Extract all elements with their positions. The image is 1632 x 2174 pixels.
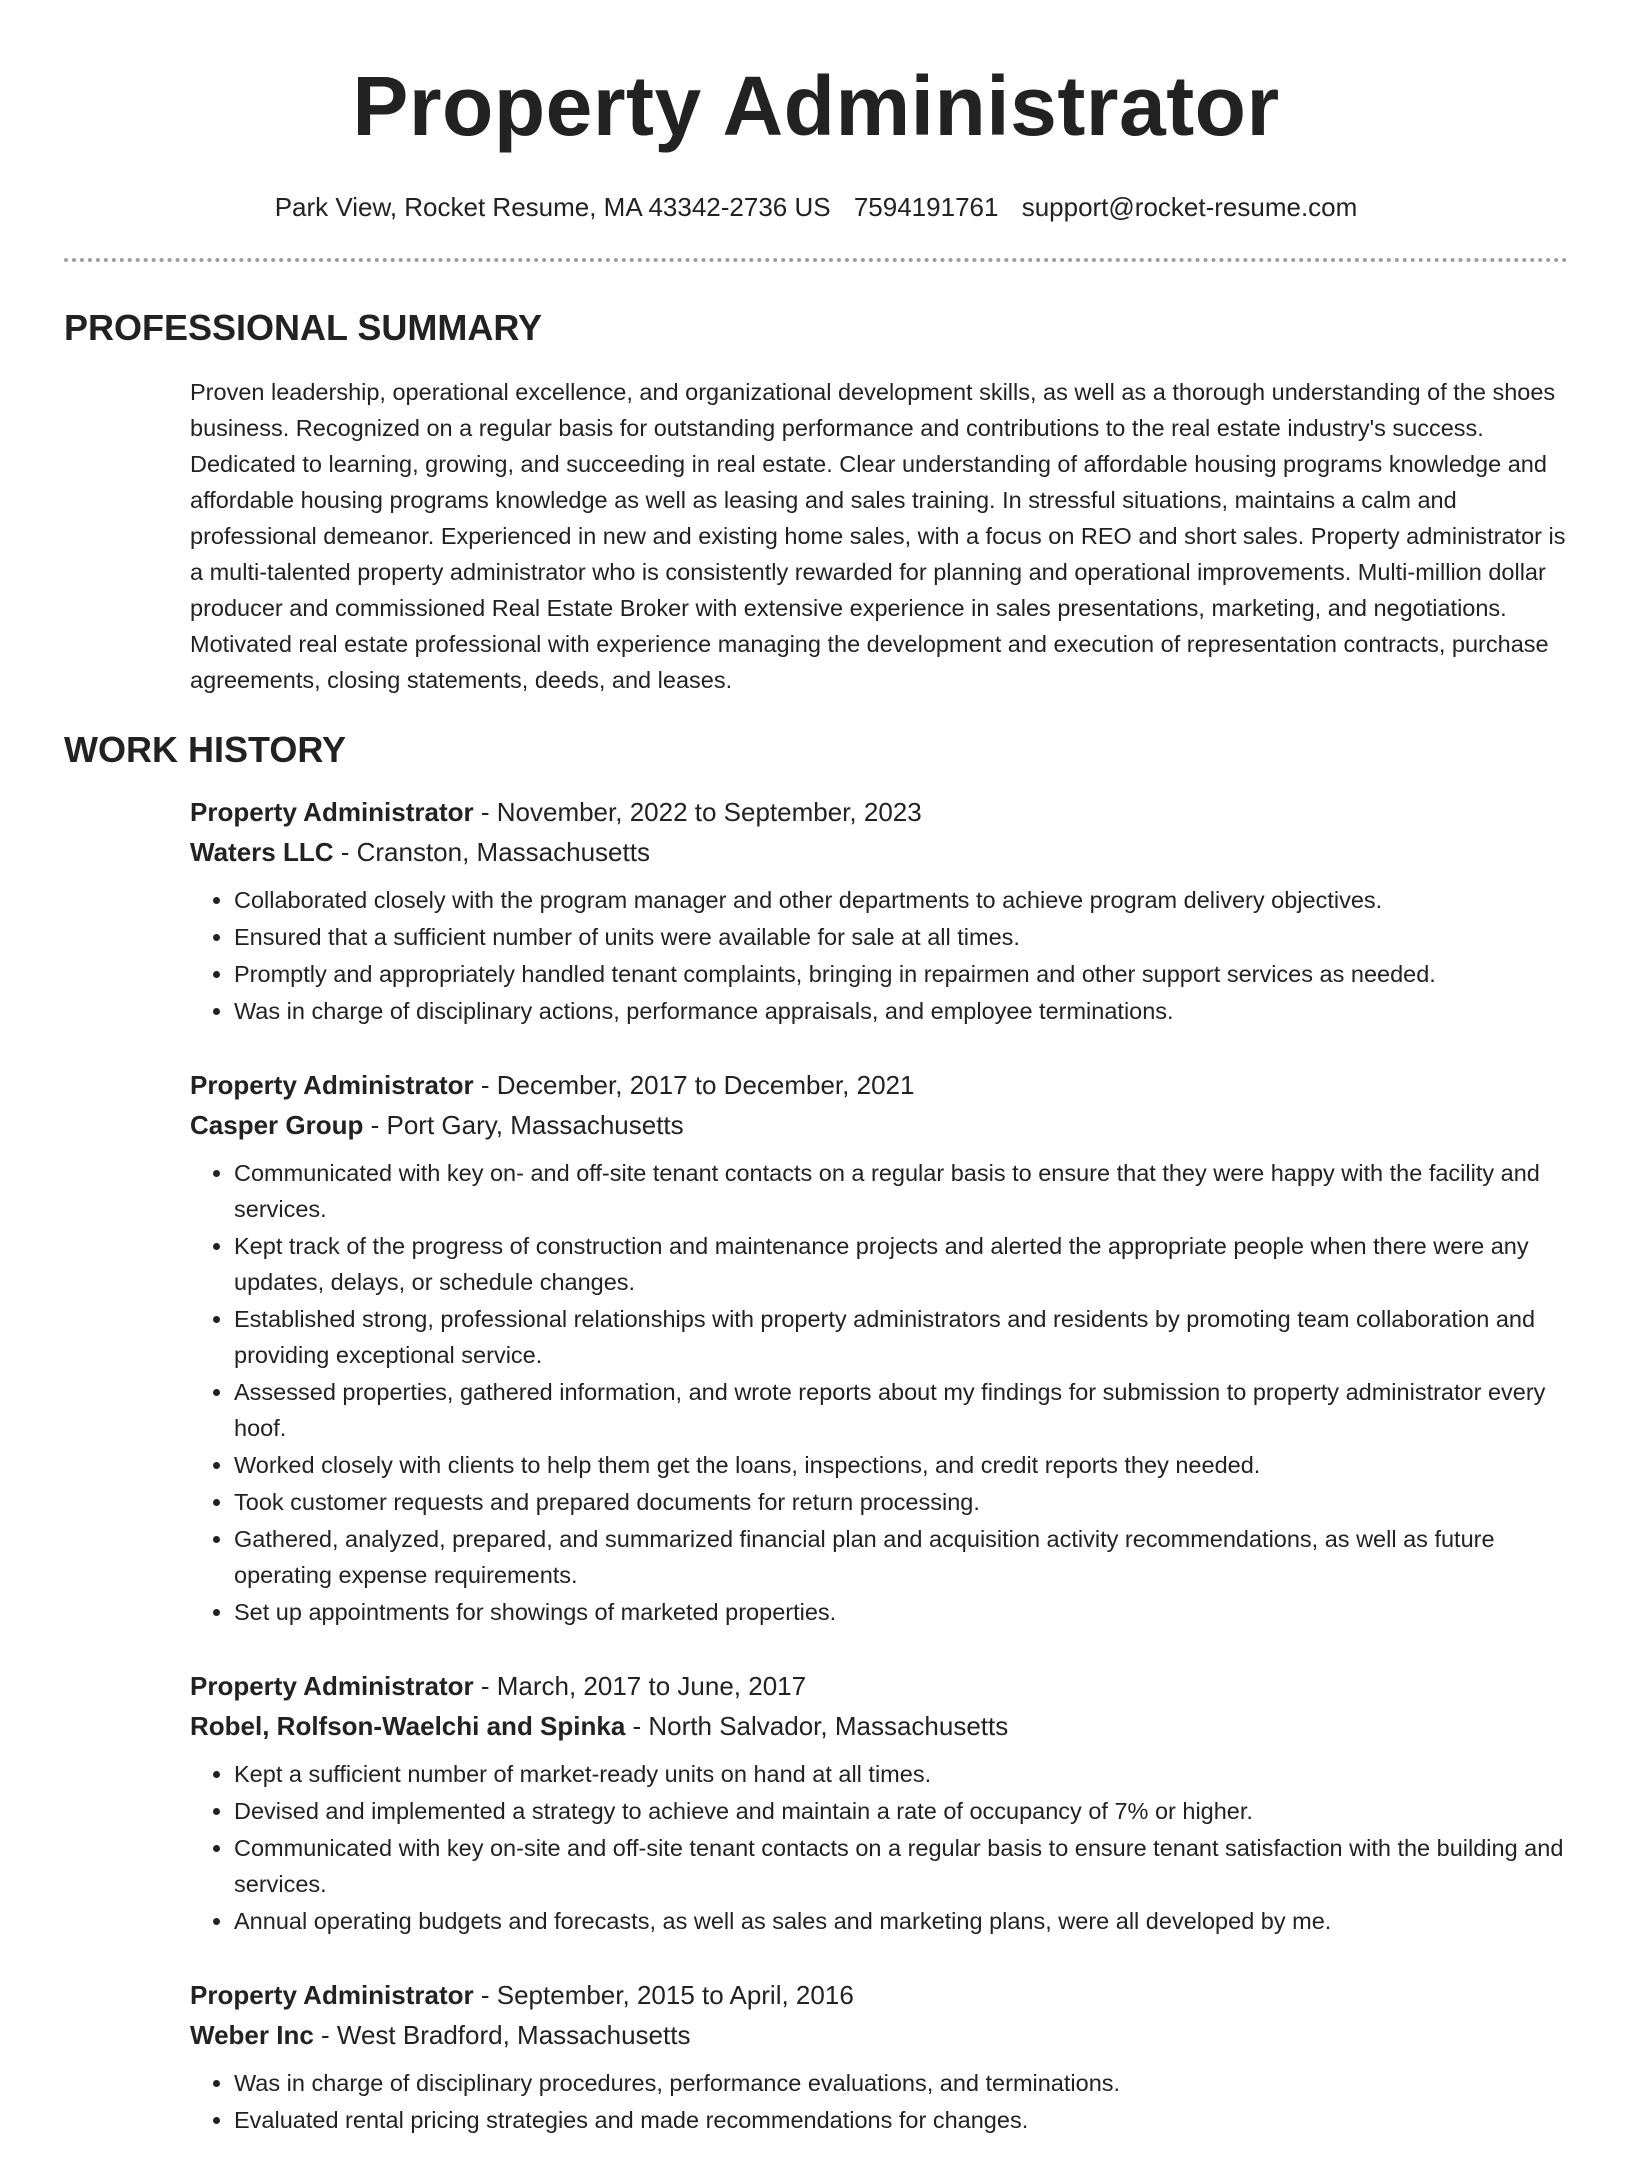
job-company-line (190, 1706, 1568, 1746)
job-bullet: • Was in charge of disciplinary procedures, performance evaluations, and terminations. (234, 2065, 1568, 2101)
address: Park View, Rocket Resume, MA 43342-2736 US (274, 192, 831, 222)
job-bullets (190, 1756, 1568, 1939)
job-bullet: • Worked closely with clients to help them get the loans, inspections, and credit reports they needed. (234, 1447, 1568, 1483)
job-bullets (190, 1155, 1568, 1630)
summary-heading: PROFESSIONAL SUMMARY (64, 307, 543, 348)
job-bullets (190, 2065, 1568, 2138)
job-location: - West Bradford, Massachusetts (313, 2020, 691, 2050)
candidate-name: Property Administrator (352, 59, 1280, 153)
job-bullet: • Promptly and appropriately handled tenant complaints, bringing in repairmen and other support services as needed. (234, 956, 1568, 992)
work-history-heading: WORK HISTORY (64, 729, 347, 770)
job-location: - Cranston, Massachusetts (333, 837, 650, 867)
job-title-line (190, 1065, 1568, 1105)
job-company: Weber Inc (190, 2020, 314, 2050)
job-role: Property Administrator (190, 1671, 474, 1701)
job-company-line (190, 1105, 1568, 1145)
job-bullet: • Assessed properties, gathered information, and wrote reports about my findings for submission to property administrator every hoof. (234, 1374, 1568, 1446)
job-dates: - November, 2022 to September, 2023 (473, 797, 922, 827)
job-role: Property Administrator (190, 1980, 474, 2010)
phone-number: 7594191761 (853, 192, 999, 222)
job-bullet: • Ensured that a sufficient number of units were available for sale at all times. (234, 919, 1568, 955)
job-bullet: • Gathered, analyzed, prepared, and summarized financial plan and acquisition activity recommendations, as well as future operating expense requirements. (234, 1521, 1568, 1593)
job-bullet: • Evaluated rental pricing strategies and made recommendations for changes. (234, 2102, 1568, 2138)
job-role: Property Administrator (190, 1070, 474, 1100)
job-bullet: • Kept a sufficient number of market-ready units on hand at all times. (234, 1756, 1568, 1792)
job-bullet: • Devised and implemented a strategy to achieve and maintain a rate of occupancy of 7% or higher. (234, 1793, 1568, 1829)
job-bullets (190, 882, 1568, 1029)
header-divider (64, 258, 1568, 262)
job-location: - Port Gary, Massachusetts (363, 1110, 684, 1140)
job-location: - North Salvador, Massachusetts (625, 1711, 1009, 1741)
job-title-line (190, 1975, 1568, 2015)
job-title-line (190, 1666, 1568, 1706)
job-bullet: • Collaborated closely with the program manager and other departments to achieve program delivery objectives. (234, 882, 1568, 918)
job-company-line (190, 2015, 1568, 2055)
job-dates: - September, 2015 to April, 2016 (473, 1980, 854, 2010)
email-address: support@rocket-resume.com (1021, 192, 1358, 222)
job-bullet: • Kept track of the progress of construction and maintenance projects and alerted the appropriate people when there were any updates, delays, or schedule changes. (234, 1228, 1568, 1300)
contact-line (64, 190, 1568, 224)
job-company: Casper Group (190, 1110, 364, 1140)
job-bullet: • Was in charge of disciplinary actions, performance appraisals, and employee terminations. (234, 993, 1568, 1029)
job-bullet: • Communicated with key on- and off-site tenant contacts on a regular basis to ensure that they were happy with the facility and services. (234, 1155, 1568, 1227)
job-entry (190, 792, 1568, 1029)
job-bullet: • Annual operating budgets and forecasts, as well as sales and marketing plans, were all developed by me. (234, 1903, 1568, 1939)
job-company: Waters LLC (190, 837, 334, 867)
job-entry (190, 1065, 1568, 1630)
job-bullet: • Took customer requests and prepared documents for return processing. (234, 1484, 1568, 1520)
job-dates: - March, 2017 to June, 2017 (473, 1671, 807, 1701)
job-bullet: • Established strong, professional relationships with property administrators and residents by promoting team collaboration and providing exceptional service. (234, 1301, 1568, 1373)
job-bullet: • Communicated with key on-site and off-site tenant contacts on a regular basis to ensure tenant satisfaction with the building and services. (234, 1830, 1568, 1902)
summary-text: Proven leadership, operational excellence, and organizational development skills, as well as a thorough understanding of the shoes business. Recognized on a regular basis for outstanding performance and contributions to the real estate industry's success. Dedicated to learning, growing, and succeeding in real estate. Clear understanding of affordable housing programs knowledge and affordable housing programs knowledge as well as leasing and sales training. In stressful situations, maintains a calm and professional demeanor. Experienced in new and existing home sales, with a focus on REO and short sales. Property administrator is a multi-talented property administrator who is consistently rewarded for planning and operational improvements. Multi-million dollar producer and commissioned Real Estate Broker with extensive experience in sales presentations, marketing, and negotiations. Motivated real estate professional with experience managing the development and execution of representation contracts, purchase agreements, closing statements, deeds, and leases. (190, 379, 1566, 693)
job-company: Robel, Rolfson-Waelchi and Spinka (190, 1711, 626, 1741)
job-title-line (190, 792, 1568, 832)
job-bullet: • Set up appointments for showings of marketed properties. (234, 1594, 1568, 1630)
job-role: Property Administrator (190, 797, 474, 827)
job-entry (190, 1666, 1568, 1939)
job-company-line (190, 832, 1568, 872)
job-dates: - December, 2017 to December, 2021 (473, 1070, 915, 1100)
resume-header (64, 0, 1568, 224)
resume-page (64, 0, 1568, 2174)
work-history-list (190, 792, 1568, 2138)
job-entry (190, 1975, 1568, 2138)
